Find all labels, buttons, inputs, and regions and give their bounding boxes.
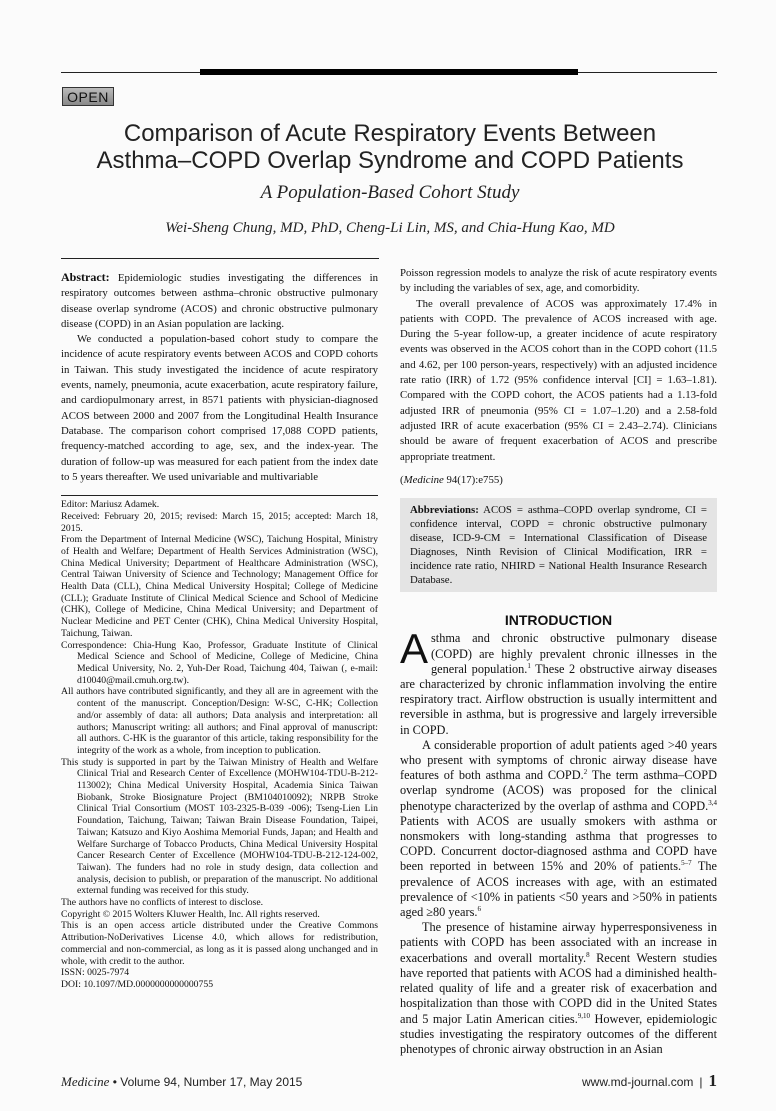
introduction-body bbox=[400, 625, 717, 1057]
page-footer bbox=[61, 1071, 717, 1111]
left-column bbox=[61, 264, 378, 991]
footnote-rule bbox=[61, 495, 378, 496]
citation-volume: 94(17):e755) bbox=[443, 473, 503, 486]
footer-issue: • Volume 94, Number 17, May 2015 bbox=[109, 1075, 303, 1090]
footnote-funding: This study is supported in part by the Taiwan Ministry of Health and Welfare Clinical Trial and Research Center of Excellence (MOHW104-TDU-B-212-113002); China Medical University Hospital, Academia Sinica Taiwan Biobank, Stroke Biosignature Project (BM10401009​2); NRPB Stroke Clinical Trial Consortium (MOST 103-2325-B-039 -006); Tseng-Lien Lin Foundation, Taichung, Taiwan; Taiwan Brain Disease Foundation, Taipei, Taiwan; Katsuzo and Kiyo Aoshima Memorial Funds, Japan; and Health and Welfare Surcharge of Tobacco Products, China Medical University Hospital Cancer Research Center of Excellence (MOHW104-TDU-B-212-124-002, Taiwan). The funders had no role in study design, data collection and analysis, decision to publish, or preparation of the manuscript. No additional external funding was received for this study. bbox=[61, 756, 378, 897]
footnotes bbox=[61, 499, 378, 991]
abbreviations-box bbox=[400, 498, 717, 593]
footer-separator: | bbox=[699, 1075, 703, 1090]
article-columns bbox=[61, 0, 717, 1057]
footnote-correspondence: Correspondence: Chia-Hung Kao, Professor, Graduate Institute of Clinical Medical Science and School of Medicine, College of Medicine, China Medical University, No. 2, Yuh-Der Road, Taichung 404, Taiwan (, e-mail: d10040@mail.cmuh.org.tw). bbox=[61, 639, 378, 686]
text: The prevalence of ACOS increases with age, with an estimated prevalence of <10% in patients <50 years and >50% in patients aged ≥80 years. bbox=[400, 859, 717, 920]
text: sthma and chronic obstructive pulmonary disease (COPD) are highly prevalent chronic illnesses in the general population. bbox=[431, 631, 717, 676]
abstract-left bbox=[61, 270, 378, 485]
footnote-copyright: Copyright © 2015 Wolters Kluwer Health, Inc. All rights reserved. bbox=[61, 908, 320, 920]
footnote-conflicts: The authors have no conflicts of interest to disclose. bbox=[61, 897, 264, 909]
text: The term asthma–COPD overlap syndrome (ACOS) was proposed for the clinical phenotype characterized by the overlap of asthma and COPD. bbox=[400, 768, 717, 813]
footnote-license: This is an open access article distributed under the Creative Commons Attribution-NoDerivatives License 4.0, which allows for redistribution, commercial and non-commercial, as long as it is passed along unchanged and in whole, with credit to the author. bbox=[61, 920, 378, 967]
footer-journal-info bbox=[61, 1074, 302, 1090]
intro-paragraph-3 bbox=[400, 920, 717, 1057]
footer-journal: Medicine bbox=[61, 1074, 110, 1090]
title-line-1: Comparison of Acute Respiratory Events Between bbox=[123, 120, 657, 147]
footnote-doi: DOI: 10.1097/MD.0000000000000755 bbox=[61, 978, 214, 990]
citation-ref: 8 bbox=[586, 950, 590, 959]
footnote-affiliations: From the Department of Internal Medicine (WSC), Taichung Hospital, Ministry of Health and Welfare; Department of Health Services Administration (WSC), China Medical University; Department of Healthcare Administration (WSC), Central Taiwan University of Science and Technology; Management Office for Health Data (CLL), China Medical University Hospital; College of Medicine (CLL); Graduate Institute of Clinical Medical Science and School of Medicine (CHK), College of Medicine, China Medical University; and Department of Nuclear Medicine and PET Center (CHK), China Medical University Hospital, Taichung, Taiwan. bbox=[61, 534, 378, 639]
citation-ref: 1 bbox=[527, 661, 531, 670]
drop-cap: A bbox=[400, 625, 429, 673]
text: Recent Western studies have reported that patients with ACOS had a diminished health-related quality of life and a greater risk of exacerbation and hospitalization than those with COPD did in the United States and 5 major Latin American cities. bbox=[400, 950, 717, 1026]
abbreviations-text: ACOS = asthma–COPD overlap syndrome, CI = confidence interval, COPD = chronic obstructive pulmonary disease, ICD-9-CM = International Classification of Disease Diagnoses, Ninth Revision of Clinical Modification, IRR = incidence rate ratio, NHIRD = National Health Insurance Research Database. bbox=[410, 503, 707, 587]
abstract-paragraph-1 bbox=[61, 270, 378, 332]
open-access-badge: OPEN bbox=[62, 87, 114, 106]
footnote-issn: ISSN: 0025-7974 bbox=[61, 967, 130, 979]
citation-ref: 5–7 bbox=[681, 859, 692, 868]
author-list: Wei-Sheng Chung, MD, PhD, Cheng-Li Lin, MS, and Chia-Hung Kao, MD bbox=[165, 220, 615, 236]
citation-ref: 9,10 bbox=[577, 1011, 591, 1020]
footnote-editor: Editor: Mariusz Adamek. bbox=[61, 499, 160, 511]
abstract-label: Abstract: bbox=[61, 270, 110, 284]
citation-open: ( bbox=[400, 473, 404, 486]
abstract-paragraph-3: The overall prevalence of ACOS was approximately 17.4% in patients with COPD. The prevalence of ACOS increased with age. During the 5-year follow-up, a greater incidence of acute respiratory events was observed in the ACOS cohort than in the COPD cohort (11.5 and 4.62, per 100 person-years, respectively) with an adjusted incidence rate ratio (IRR) of 1.72 (95% confidence interval [CI] = 1.63–1.81). Compared with the COPD cohort, the ACOS patients had a 1.13-fold adjusted IRR of pneumonia (95% CI = 1.07–1.20) and a 2.58-fold adjusted IRR of acute exacerbation (95% CI = 2.43–2.74). Clinicians should be aware of frequent exacerbation of ACOS and prescribe appropriate treatment. bbox=[400, 297, 717, 463]
footer-url[interactable]: www.md-journal.com bbox=[582, 1075, 694, 1090]
text: Patients with ACOS are usually smokers with asthma or nonsmokers with long-standing asthma that progresses to COPD. Concurrent doctor-diagnosed asthma and COPD have been reported in between 15% and 20% of patients. bbox=[400, 813, 717, 874]
right-column bbox=[400, 264, 717, 1057]
article-subtitle: A Population-Based Cohort Study bbox=[260, 182, 520, 203]
footer-right bbox=[582, 1071, 717, 1091]
text: A considerable proportion of adult patients aged >40 years who present with symptoms of chronic airway disease have features of both asthma and COPD. bbox=[400, 737, 717, 783]
abstract-paragraph-2-cont: Poisson regression models to analyze the risk of acute respiratory events by including the variables of sex, age, and comorbidity. bbox=[400, 267, 717, 295]
abstract-paragraph-2: We conducted a population-based cohort study to compare the incidence of acute respiratory events between ACOS and COPD cohorts in Taiwan. This study investigated the incidence of acute respiratory events, namely, pneumonia, acute exacerbation, acute respiratory failure, and cardiopulmonary arrest, in 8571 patients with physician-diagnosed ACOS between 2000 and 2007 from the Longitudinal Health Insurance Database. The comparison cohort comprised 17,088 COPD patients, frequency-matched according to age, sex, and the index-year. The duration of follow-up was measured for each patient from the index date to 5 years thereafter. We used univariable and multivariable bbox=[61, 333, 378, 483]
footnote-contributions: All authors have contributed significantly, and they all are in agreement with the content of the manuscript. Conception/Design: W-SC, C-HK; Collection and/or assembly of data: all authors; Data analysis and interpretation: all authors; Manuscript writing: all authors; and Final approval of manuscript: all authors. C-HK is the guarantor of this article, taking responsibility for the integrity of the work as a whole, from inception to publication. bbox=[61, 686, 378, 756]
citation-ref: 2 bbox=[583, 768, 588, 777]
abstract-right bbox=[400, 266, 717, 465]
text: However, epidemiologic studies investigating the respiratory outcomes of the different phenotypes of chronic airway obstruction in an Asian bbox=[400, 1011, 717, 1056]
footnote-dates: Received: February 20, 2015; revised: March 15, 2015; accepted: March 18, 2015. bbox=[61, 510, 378, 534]
intro-paragraph-2 bbox=[400, 738, 717, 920]
abstract-text: Epidemiologic studies investigating the differences in respiratory outcomes between asthma–chronic obstructive pulmonary disease overlap syndrome (ACOS) and chronic obstructive pulmonary disease (COPD) in an Asian population are lacking. bbox=[61, 272, 378, 330]
citation-journal: Medicine bbox=[403, 473, 444, 486]
citation-ref: 3,4 bbox=[708, 798, 717, 807]
text: These 2 obstructive airway diseases are characterized by chronic inflammation involving the entire respiratory tract. Airflow obstruction is usually intermittent and reversible in asthma, but is progressive and largely irreversible in COPD. bbox=[400, 661, 717, 737]
citation bbox=[400, 473, 717, 488]
introduction-heading: INTRODUCTION bbox=[504, 612, 613, 629]
text: The presence of histamine airway hyperresponsiveness in patients with COPD has been associated with an increase in exacerbations and overall mortality. bbox=[400, 920, 717, 965]
page-number: 1 bbox=[708, 1071, 717, 1091]
title-line-2: Asthma–COPD Overlap Syndrome and COPD Patients bbox=[96, 147, 684, 174]
citation-ref: 6 bbox=[477, 904, 481, 913]
intro-paragraph-1 bbox=[400, 625, 717, 737]
abbreviations-label: Abbreviations: bbox=[410, 503, 479, 516]
